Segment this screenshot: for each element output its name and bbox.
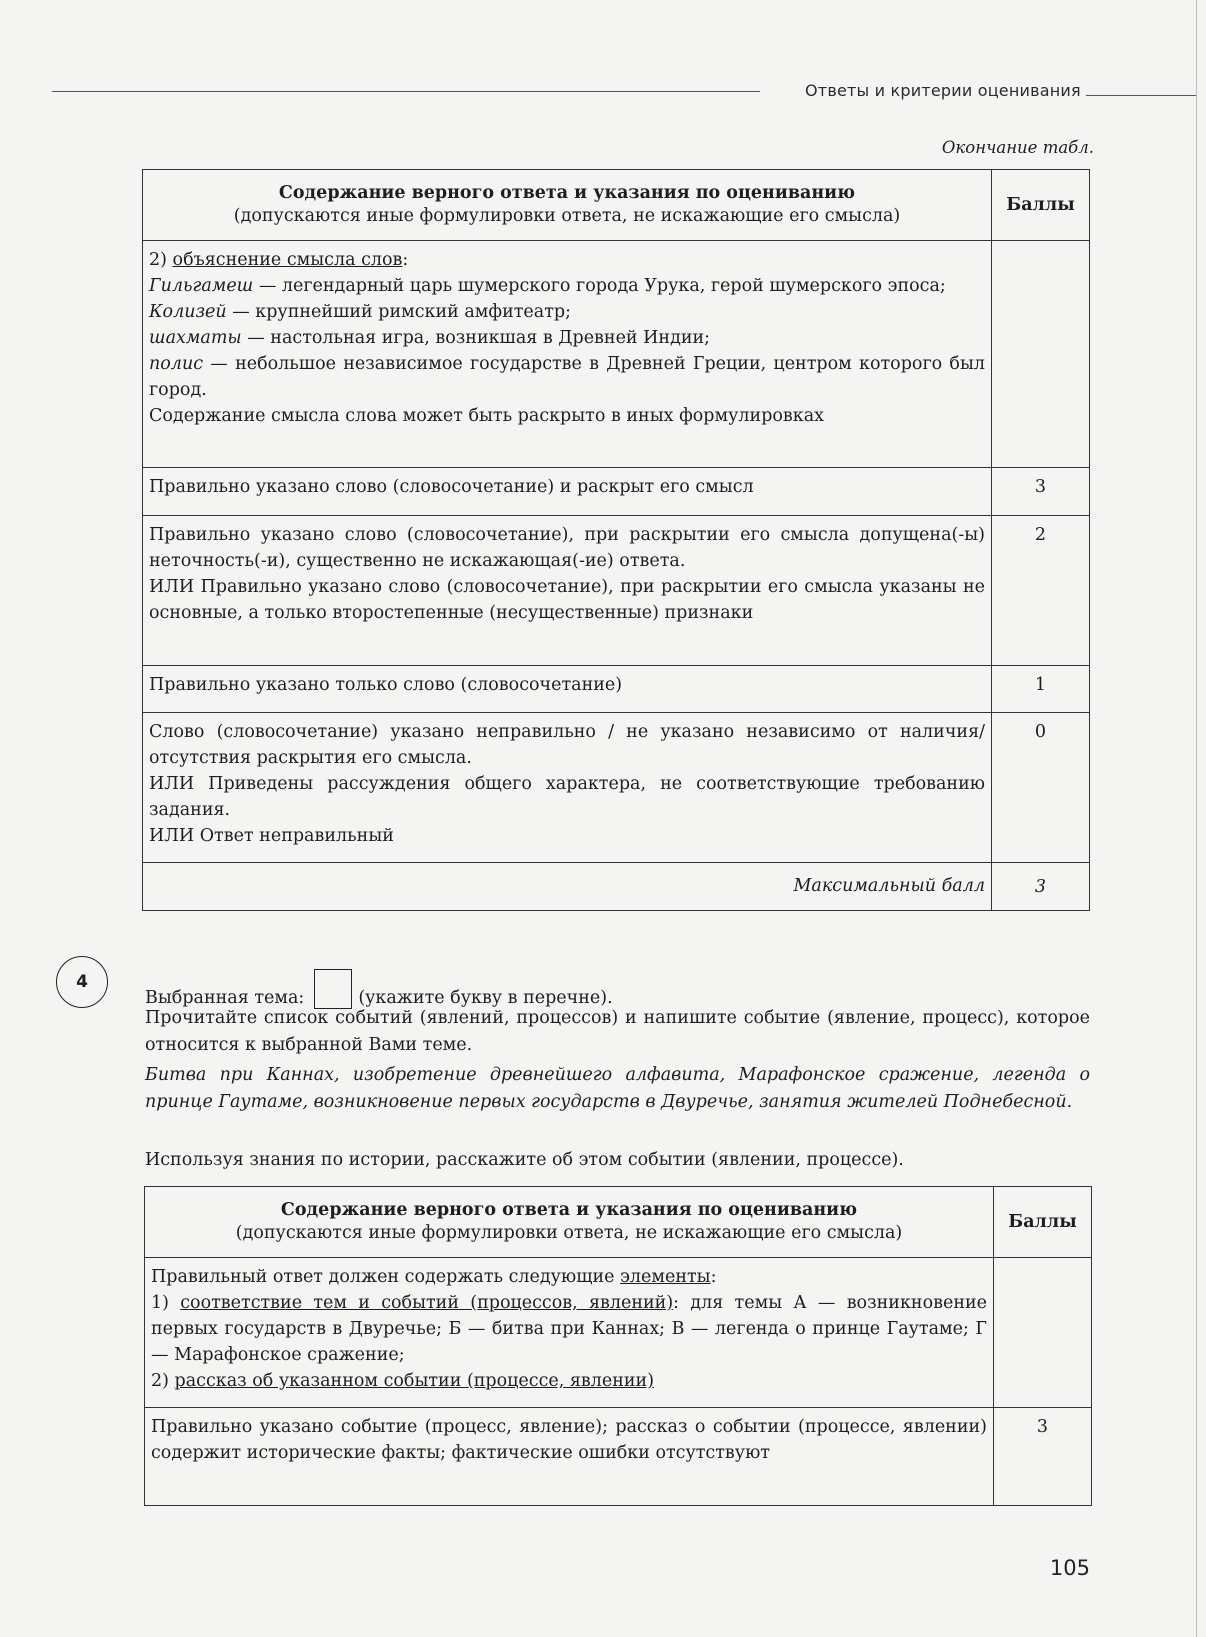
criterion-text-alt: ИЛИ Правильно указано слово (словосочетание), при раскрытии его смысла указаны не основные, а только второстепенные (несущественные) признаки <box>149 577 985 623</box>
criterion-text-part: Слово (словосочетание) указано неправильно / не указано независимо от наличия/отсутствия раскрытия его смысла. <box>149 722 985 768</box>
table-row <box>143 516 1090 666</box>
content-header <box>143 170 992 241</box>
task-events-list: Битва при Каннах, изобретение древнейшего алфавита, Марафонское сражение, легенда о принце Гаутаме, возникновение первых государств в Двуречье, занятия жителей Поднебесной. <box>145 1065 1090 1112</box>
criterion-points: 3 <box>992 468 1090 516</box>
definition-polis: — небольшое независимое государстве в Древней Греции, центром которого был город. <box>149 354 985 400</box>
term-polis: полис <box>149 354 204 374</box>
content-header-note: (допускаются иные формулировки ответа, не искажающие его смысла) <box>235 1223 903 1243</box>
explanation-heading: объяснение смысла слов <box>172 250 403 270</box>
elements-colon: : <box>710 1267 717 1287</box>
max-score-label: Максимальный балл <box>143 863 992 911</box>
criterion-points: 1 <box>992 666 1090 713</box>
table-row-elements <box>145 1258 1092 1408</box>
points-header: Баллы <box>992 170 1090 241</box>
points-header: Баллы <box>994 1187 1092 1258</box>
table-row <box>143 468 1090 516</box>
page-edge <box>1196 0 1197 1637</box>
task-question: Используя знания по истории, расскажите об этом событии (явлении, процессе). <box>145 1150 904 1170</box>
explanation-note: Содержание смысла слова может быть раскрыто в иных формулировках <box>149 406 825 426</box>
table-continuation-label: Окончание табл. <box>941 138 1094 157</box>
table-header <box>145 1187 1092 1258</box>
content-header-title: Содержание верного ответа и указания по оцениванию <box>278 183 856 203</box>
content-header-note: (допускаются иные формулировки ответа, не искажающие его смысла) <box>233 206 901 226</box>
term-colosseum: Колизей <box>149 302 227 322</box>
elements-points-cell <box>994 1258 1092 1408</box>
header-rule-left <box>52 91 760 92</box>
topic-label: Выбранная тема: <box>145 988 305 1008</box>
header-title: Ответы и критерии оценивания <box>805 81 1081 100</box>
criterion-text: Правильно указано слово (словосочетание) и раскрыт его смысл <box>143 468 992 516</box>
max-score-points: 3 <box>992 863 1090 911</box>
criterion-points: 3 <box>994 1408 1092 1506</box>
criterion-text-alt: ИЛИ Ответ неправильный <box>149 826 394 846</box>
criteria-table-1 <box>142 169 1090 911</box>
topic-answer-box[interactable] <box>314 969 352 1009</box>
criterion-points: 0 <box>992 713 1090 863</box>
criterion-text <box>143 516 992 666</box>
page-number: 105 <box>1049 1556 1090 1580</box>
table-row <box>145 1408 1092 1506</box>
element-2-heading: рассказ об указанном событии (процессе, явлении) <box>174 1371 655 1391</box>
definition-colosseum: — крупнейший римский амфитеатр; <box>226 302 572 322</box>
criteria-table-2 <box>144 1186 1092 1506</box>
term-gilgamesh: Гильгамеш <box>149 276 254 296</box>
element-2-prefix: 2) <box>151 1371 175 1391</box>
content-header <box>145 1187 994 1258</box>
criterion-text-alt: ИЛИ Приведены рассуждения общего характера, не соответствующие требованию задания. <box>149 774 985 820</box>
content-header-title: Содержание верного ответа и указания по оцениванию <box>280 1200 858 1220</box>
table-row-max <box>143 863 1090 911</box>
explanation-prefix: 2) <box>149 250 173 270</box>
explanation-colon: : <box>402 250 409 270</box>
definition-gilgamesh: — легендарный царь шумерского города Урука, герой шумерского эпоса; <box>253 276 946 296</box>
table-row <box>143 713 1090 863</box>
task-instruction: Прочитайте список событий (явлений, процессов) и напишите событие (явление, процесс), которое относится к выбранной Вами теме. <box>145 1008 1090 1055</box>
criterion-points: 2 <box>992 516 1090 666</box>
criterion-text <box>143 713 992 863</box>
task-number-badge: 4 <box>56 956 108 1008</box>
header-rule-right <box>1086 95 1196 96</box>
definition-chess: — настольная игра, возникшая в Древней Индии; <box>241 328 711 348</box>
criterion-text: Правильно указано только слово (словосочетание) <box>143 666 992 713</box>
criterion-text: Правильно указано событие (процесс, явление); рассказ о событии (процессе, явлении) содержит исторические факты; фактические ошибки отсутствуют <box>145 1408 994 1506</box>
elements-intro: Правильный ответ должен содержать следующие <box>151 1267 621 1287</box>
elements-cell <box>145 1258 994 1408</box>
criterion-text-part: Правильно указано слово (словосочетание), при раскрытии его смысла допущена(-ы) неточность(-и), существенно не искажающая(-ие) ответа. <box>149 525 985 571</box>
elements-word: элементы <box>620 1267 711 1287</box>
explanation-points-cell <box>992 241 1090 468</box>
term-chess: шахматы <box>149 328 242 348</box>
table-header <box>143 170 1090 241</box>
explanation-cell <box>143 241 992 468</box>
topic-hint: (укажите букву в перечне). <box>358 988 613 1008</box>
element-1-heading: соответствие тем и событий (процессов, явлений) <box>180 1293 674 1313</box>
table-row <box>143 666 1090 713</box>
table-row-explanation <box>143 241 1090 468</box>
element-1-prefix: 1) <box>151 1293 181 1313</box>
element-1-text: : для темы А — возникновение первых государств в Двуречье; Б — битва при Каннах; В — легенда о принце Гаутаме; Г — Марафонское сражение; <box>151 1293 987 1365</box>
